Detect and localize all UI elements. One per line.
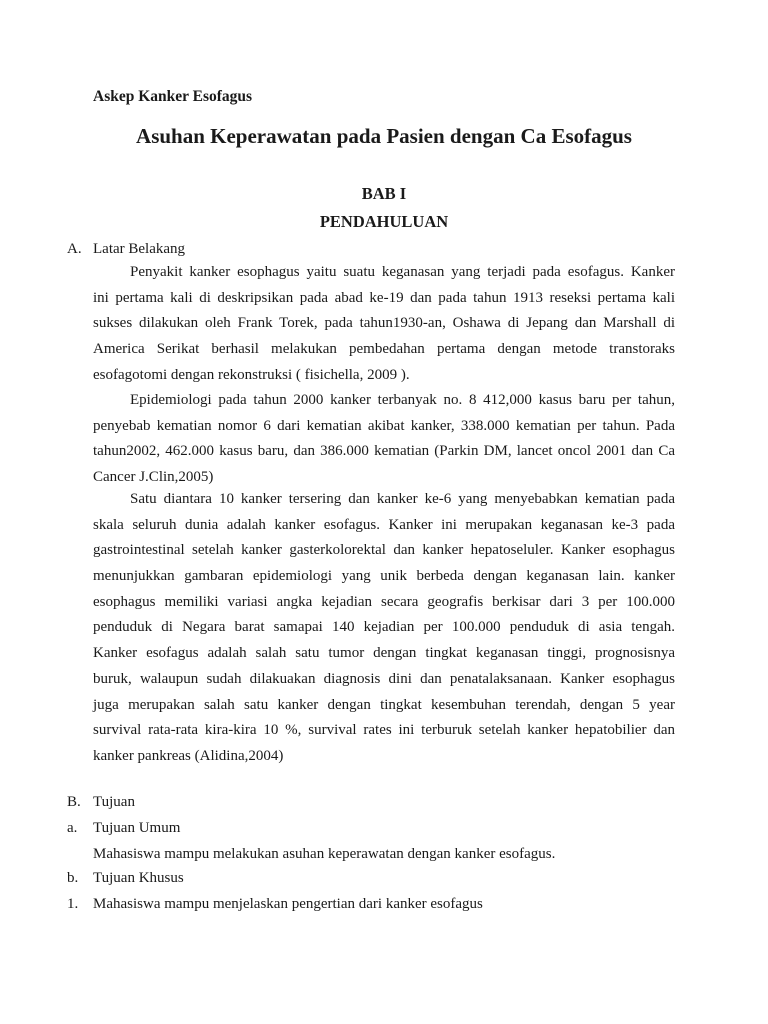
- paragraph-line: America Serikat berhasil melakukan pembedahan pertama dengan metode transtoraks: [93, 341, 675, 358]
- paragraph-line: gastrointestinal setelah kanker gasterkolorektal dan kanker hepatoseluler. Kanker esophagus: [93, 542, 675, 559]
- paragraph-line: penduduk di Negara barat samapai 140 kejadian per 100.000 penduduk di asia tengah.: [93, 619, 675, 636]
- paragraph-line: sukses dilakukan oleh Frank Torek, pada tahun1930-an, Oshawa di Jepang dan Marshall di: [93, 315, 675, 332]
- chapter-number: BAB I: [361, 184, 407, 203]
- subsection-b-marker: b.: [67, 870, 79, 886]
- paragraph-line: menunjukkan gambaran epidemiologi yang unik berbeda dengan keganasan lain. kanker: [93, 568, 675, 585]
- paragraph-line: penyebab kematian nomor 6 dari kematian akibat kanker, 338.000 kematian per tahun. Pada: [93, 417, 675, 434]
- paragraph-line: Penyakit kanker esophagus yaitu suatu keganasan yang terjadi pada esofagus. Kanker: [130, 264, 675, 280]
- paragraph-1: [93, 260, 675, 388]
- paragraph-line: ini pertama kali di deskripsikan pada abad ke-19 dan pada tahun 1913 reseksi pertama kali: [93, 289, 675, 306]
- paragraph-line: esophagus memiliki variasi angka kejadian secara geografis berkisar dari 3 per 100.000: [93, 593, 675, 610]
- paragraph-line: tahun2002, 462.000 kasus baru, dan 386.000 kematian (Parkin DM, lancet oncol 2001 dan Ca: [93, 443, 675, 460]
- list-item-marker: 1.: [67, 896, 79, 912]
- paragraph-line: esofagotomi dengan rekonstruksi ( fisichella, 2009 ).: [93, 366, 410, 383]
- subsection-b-heading: [67, 870, 184, 887]
- subsection-a-text: Mahasiswa mampu melakukan asuhan keperawatan dengan kanker esofagus.: [93, 846, 556, 862]
- section-a-marker: A.: [67, 241, 82, 257]
- list-item-text: Mahasiswa mampu menjelaskan pengertian dari kanker esofagus: [93, 896, 483, 912]
- subsection-a-marker: a.: [67, 820, 78, 836]
- section-a-title: Latar Belakang: [93, 241, 186, 257]
- paragraph-line: juga merupakan salah satu kanker dengan tingkat kesembuhan terendah, dengan 5 year: [93, 696, 675, 713]
- paragraph-line: kanker pankreas (Alidina,2004): [93, 747, 284, 764]
- paragraph-line: Satu diantara 10 kanker tersering dan kanker ke-6 yang menyebabkan kematian pada: [130, 491, 675, 507]
- subsection-a-heading: [67, 820, 180, 837]
- paragraph-line: skala seluruh dunia adalah kanker esofagus. Kanker ini merupakan keganasan ke-3 pada: [93, 516, 675, 533]
- paragraph-line: buruk, walaupun sudah dilakuakan diagnosis dini dan penatalaksanaan. Kanker esophagus: [93, 670, 675, 687]
- paragraph-line: Epidemiologi pada tahun 2000 kanker terbanyak no. 8 412,000 kasus baru per tahun,: [130, 392, 675, 408]
- section-a-heading: [67, 241, 185, 258]
- paragraph-line: survival rata-rata kira-kira 10 %, survival rates ini terburuk setelah kanker hepatobilier dan: [93, 722, 675, 739]
- paragraph-3: [93, 487, 675, 770]
- paragraph-line: Cancer J.Clin,2005): [93, 469, 214, 486]
- section-b-title: Tujuan: [93, 794, 135, 810]
- paragraph-2: [93, 388, 675, 491]
- section-b-heading: [67, 794, 135, 811]
- subsection-b-title: Tujuan Khusus: [93, 870, 184, 886]
- chapter-title: PENDAHULUAN: [319, 212, 449, 231]
- list-item: [67, 896, 483, 913]
- main-title: Asuhan Keperawatan pada Pasien dengan Ca Esofagus: [136, 124, 632, 148]
- document-header-title: Askep Kanker Esofagus: [93, 88, 253, 105]
- section-b-marker: B.: [67, 794, 81, 810]
- subsection-a-title: Tujuan Umum: [93, 820, 181, 836]
- paragraph-line: Kanker esofagus adalah salah satu tumor dengan tingkat keganasan tinggi, prognosisnya: [93, 645, 675, 662]
